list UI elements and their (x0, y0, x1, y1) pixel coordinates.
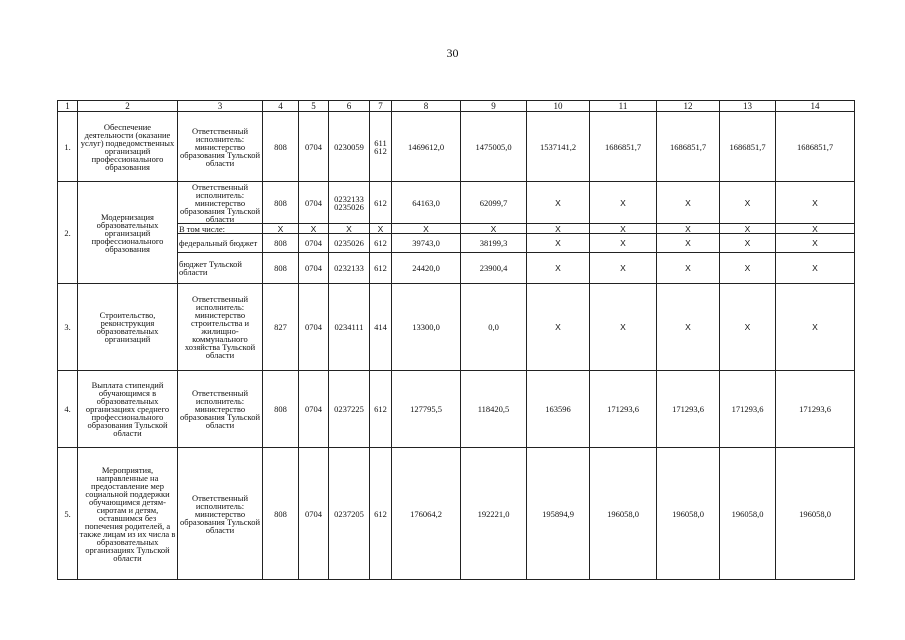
cell-v12: X (657, 234, 720, 253)
cell-v11: X (590, 253, 657, 284)
table-row (58, 448, 855, 580)
activity-name: Выплата стипендий обучающимся в образовательных организациях среднего профессионального образования Тульской области (78, 371, 178, 448)
cell-v8: 176064,2 (392, 448, 461, 580)
cell-v12: X (657, 182, 720, 224)
executor: бюджет Тульской области (178, 253, 263, 284)
cell-v9: 0,0 (461, 284, 527, 371)
cell-c7: X (370, 224, 392, 234)
executor: Ответственный исполнитель: министерство строительства и жилищно-коммунального хозяйства Тульской области (178, 284, 263, 371)
header-cell: 12 (657, 101, 720, 112)
cell-c5: 0704 (299, 112, 329, 182)
executor: федеральный бюджет (178, 234, 263, 253)
cell-v12: 171293,6 (657, 371, 720, 448)
cell-c7: 612 (370, 448, 392, 580)
cell-c4: X (263, 224, 299, 234)
cell-v13: X (720, 284, 776, 371)
cell-v10: X (527, 234, 590, 253)
activity-name: Мероприятия, направленные на предоставление мер социальной поддержки обучающимся детям-сиротам и детям, оставшимся без попечения родителей, а также лицам из их числа в образовательных организациях Тульской области (78, 448, 178, 580)
cell-v10: 195894,9 (527, 448, 590, 580)
cell-c4: 808 (263, 182, 299, 224)
cell-v9: 62099,7 (461, 182, 527, 224)
cell-v12: X (657, 224, 720, 234)
cell-v12: X (657, 253, 720, 284)
cell-c5: 0704 (299, 234, 329, 253)
cell-c5: 0704 (299, 253, 329, 284)
table-row (58, 371, 855, 448)
cell-c4: 827 (263, 284, 299, 371)
cell-v11: 196058,0 (590, 448, 657, 580)
table-row (58, 234, 855, 253)
header-cell: 9 (461, 101, 527, 112)
cell-c7: 612 (370, 182, 392, 224)
cell-c7 (370, 112, 392, 182)
cell-v14: X (776, 182, 855, 224)
executor: В том числе: (178, 224, 263, 234)
cell-c4: 808 (263, 112, 299, 182)
cell-c7: 414 (370, 284, 392, 371)
header-cell: 7 (370, 101, 392, 112)
header-cell: 13 (720, 101, 776, 112)
row-number: 1. (58, 112, 78, 182)
activity-name: Обеспечение деятельности (оказание услуг) подведомственных организаций профессионального образования (78, 112, 178, 182)
cell-v8: 1469612,0 (392, 112, 461, 182)
header-row (58, 101, 855, 112)
cell-v14: X (776, 234, 855, 253)
cell-v11: 171293,6 (590, 371, 657, 448)
cell-c6: 0237225 (329, 371, 370, 448)
cell-v8: 64163,0 (392, 182, 461, 224)
row-number: 3. (58, 284, 78, 371)
cell-c7-a: 611 (374, 137, 387, 148)
header-cell: 5 (299, 101, 329, 112)
cell-c6: 0230059 (329, 112, 370, 182)
cell-v14: 196058,0 (776, 448, 855, 580)
cell-v13: X (720, 253, 776, 284)
cell-c5: 0704 (299, 182, 329, 224)
cell-v10: 163596 (527, 371, 590, 448)
table-row (58, 182, 855, 224)
cell-v14: 1686851,7 (776, 112, 855, 182)
cell-v10: X (527, 182, 590, 224)
table-row (58, 112, 855, 182)
page-number: 30 (446, 46, 459, 60)
cell-v13: X (720, 234, 776, 253)
executor: Ответственный исполнитель: министерство образования Тульской области (178, 448, 263, 580)
cell-v12: 196058,0 (657, 448, 720, 580)
cell-v9: 38199,3 (461, 234, 527, 253)
cell-c5: 0704 (299, 371, 329, 448)
activity-name: Строительство, реконструкция образовательных организаций (78, 284, 178, 371)
cell-v13: X (720, 182, 776, 224)
executor: Ответственный исполнитель: министерство образования Тульской области (178, 371, 263, 448)
header-cell: 8 (392, 101, 461, 112)
cell-v10: X (527, 253, 590, 284)
cell-c6: 0232133 (329, 253, 370, 284)
cell-v9: 118420,5 (461, 371, 527, 448)
cell-v11: X (590, 224, 657, 234)
cell-v9: 192221,0 (461, 448, 527, 580)
cell-v11: X (590, 182, 657, 224)
row-number: 5. (58, 448, 78, 580)
executor: Ответственный исполнитель: министерство образования Тульской области (178, 112, 263, 182)
cell-v8: 13300,0 (392, 284, 461, 371)
cell-v12: 1686851,7 (657, 112, 720, 182)
header-cell: 4 (263, 101, 299, 112)
cell-v12: X (657, 284, 720, 371)
cell-v13: 196058,0 (720, 448, 776, 580)
cell-c4: 808 (263, 253, 299, 284)
header-cell: 14 (776, 101, 855, 112)
executor: Ответственный исполнитель: министерство образования Тульской области (178, 182, 263, 224)
cell-v14: X (776, 284, 855, 371)
cell-v13: 1686851,7 (720, 112, 776, 182)
cell-c6: X (329, 224, 370, 234)
cell-c6: 0235026 (329, 234, 370, 253)
cell-c4: 808 (263, 448, 299, 580)
cell-v11: 1686851,7 (590, 112, 657, 182)
cell-c7: 612 (370, 371, 392, 448)
cell-v8: 127795,5 (392, 371, 461, 448)
table-row (58, 224, 855, 234)
cell-v8: 39743,0 (392, 234, 461, 253)
cell-c7: 612 (370, 253, 392, 284)
cell-v13: 171293,6 (720, 371, 776, 448)
cell-v14: 171293,6 (776, 371, 855, 448)
cell-c5: 0704 (299, 284, 329, 371)
budget-table (57, 100, 855, 580)
cell-c5: X (299, 224, 329, 234)
cell-v10: X (527, 284, 590, 371)
cell-v14: X (776, 253, 855, 284)
table-row (58, 253, 855, 284)
activity-name: Модернизация образовательных организаций профессионального образования (78, 182, 178, 284)
header-cell: 10 (527, 101, 590, 112)
cell-c6: 0234111 (329, 284, 370, 371)
cell-c4: 808 (263, 371, 299, 448)
cell-v11: X (590, 284, 657, 371)
cell-v8: 24420,0 (392, 253, 461, 284)
header-cell: 2 (78, 101, 178, 112)
header-cell: 11 (590, 101, 657, 112)
cell-c4: 808 (263, 234, 299, 253)
cell-c6: 0237205 (329, 448, 370, 580)
cell-v9: 23900,4 (461, 253, 527, 284)
cell-c7: 612 (370, 234, 392, 253)
cell-c6-a: 0232133 (334, 193, 364, 204)
row-number: 4. (58, 371, 78, 448)
header-cell: 1 (58, 101, 78, 112)
cell-v10: 1537141,2 (527, 112, 590, 182)
cell-v13: X (720, 224, 776, 234)
cell-c6-b: 0235026 (334, 201, 364, 212)
cell-v9: X (461, 224, 527, 234)
cell-c6 (329, 182, 370, 224)
cell-v8: X (392, 224, 461, 234)
header-cell: 6 (329, 101, 370, 112)
header-cell: 3 (178, 101, 263, 112)
cell-c5: 0704 (299, 448, 329, 580)
table-row (58, 284, 855, 371)
cell-v9: 1475005,0 (461, 112, 527, 182)
cell-v14: X (776, 224, 855, 234)
cell-c7-b: 612 (374, 145, 387, 156)
row-number: 2. (58, 182, 78, 284)
cell-v11: X (590, 234, 657, 253)
cell-v10: X (527, 224, 590, 234)
